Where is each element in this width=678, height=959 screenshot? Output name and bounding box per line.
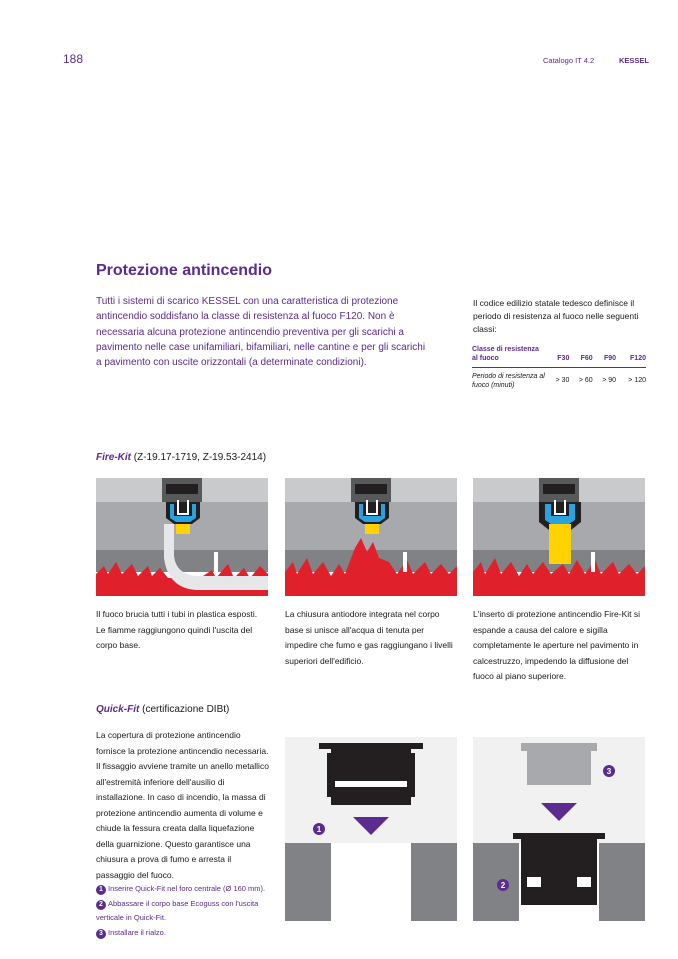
table-header-cell: F60: [569, 344, 592, 368]
firekit-caption-2: La chiusura antiodore integrata nel corpo base si unisce all'acqua di tenuta per impedire che fumo e gas raggiungano i livelli superiori dell'edificio.: [285, 609, 453, 666]
table-header-label: Classe di resistenza al fuoco: [472, 344, 546, 368]
table-header-cell: F120: [616, 344, 646, 368]
table-cell: > 120: [628, 377, 646, 385]
section-title: Protezione antincendio: [96, 262, 273, 279]
quickfit-paragraph: La copertura di protezione antincendio fornisce la protezione antincendio necessaria. Il fissaggio avviene tramite un anello metallico all'estremità inferiore dell'ausilio di installazione. In caso di incendio, la massa di protezione antincendio aumenta di volume e chiude la fessura creata dalla liquefazione della guarnizione. Questo garantisce una chiusura a prova di fumo e arresta il passaggio del fuoco.: [96, 730, 269, 880]
firekit-diagram-3: [473, 478, 645, 596]
marker-3: 3: [606, 767, 612, 776]
table-cell: > 30: [555, 377, 570, 385]
table-header-cell: F30: [546, 344, 569, 368]
step-number: 1: [96, 885, 106, 895]
step-text: Installare il rialzo.: [108, 927, 166, 937]
table-header-row: [472, 344, 646, 368]
quickfit-diagram-1: [285, 737, 457, 921]
step-text: Abbassare il corpo base Ecoguss con l'uscita verticale in Quick-Fit.: [96, 898, 259, 922]
firekit-codes: (Z-19.17-1719, Z-19.53-2414): [131, 452, 267, 463]
table-row: [472, 368, 646, 396]
quickfit-diagram-2: [473, 737, 645, 921]
side-paragraph: Il codice edilizio statale tedesco definisce il periodo di resistenza al fuoco nelle seguenti classi:: [473, 298, 639, 334]
step-text: Inserire Quick-Fit nel foro centrale (Ø 160 mm).: [108, 884, 266, 893]
table-cell: > 90: [602, 377, 617, 385]
firekit-name: Fire-Kit: [96, 452, 131, 463]
step-number: 2: [96, 900, 106, 910]
table-cell: > 60: [578, 377, 593, 385]
quickfit-name: Quick-Fit: [96, 704, 140, 715]
firekit-caption-1: Il fuoco brucia tutti i tubi in plastica esposti. Le fiamme raggiungono quindi l'uscita del corpo base.: [96, 609, 258, 650]
quickfit-steps: [96, 882, 286, 940]
list-item: [96, 897, 286, 926]
firekit-diagram-1: [96, 478, 268, 596]
brand-label: KESSEL: [619, 56, 650, 65]
firekit-heading: [96, 452, 266, 463]
list-item: [96, 926, 286, 941]
marker-1: 1: [316, 825, 322, 834]
fire-class-table: [472, 344, 646, 395]
quickfit-heading: [96, 704, 229, 715]
table-row-label: Periodo di resistenza al fuoco (minuti): [472, 373, 545, 389]
page-number: 188: [63, 52, 84, 66]
step-number: 3: [96, 929, 106, 939]
firekit-diagram-2: [285, 478, 457, 596]
marker-2: 2: [500, 881, 506, 890]
firekit-caption-3: L'inserto di protezione antincendio Fire-Kit si espande a causa del calore e sigilla completamente le aperture nel pavimento in calcestruzzo, impedendo la diffusione del fuoco al piano superiore.: [473, 609, 640, 681]
list-item: [96, 882, 286, 897]
intro-paragraph: Tutti i sistemi di scarico KESSEL con una caratteristica di protezione antincendio soddisfano la classe di resistenza al fuoco F120. Non è necessaria alcuna protezione antincendio preventiva per gli scarichi a pavimento nelle case unifamiliari, bifamiliari, nelle cantine e per gli scarichi a pavimento con uscite orizzontali (a determinate condizioni).: [96, 296, 426, 369]
quickfit-cert: (certificazione DIBt): [139, 704, 230, 715]
catalog-label: Catalogo IT 4.2: [543, 56, 595, 65]
table-header-cell: F90: [593, 344, 616, 368]
